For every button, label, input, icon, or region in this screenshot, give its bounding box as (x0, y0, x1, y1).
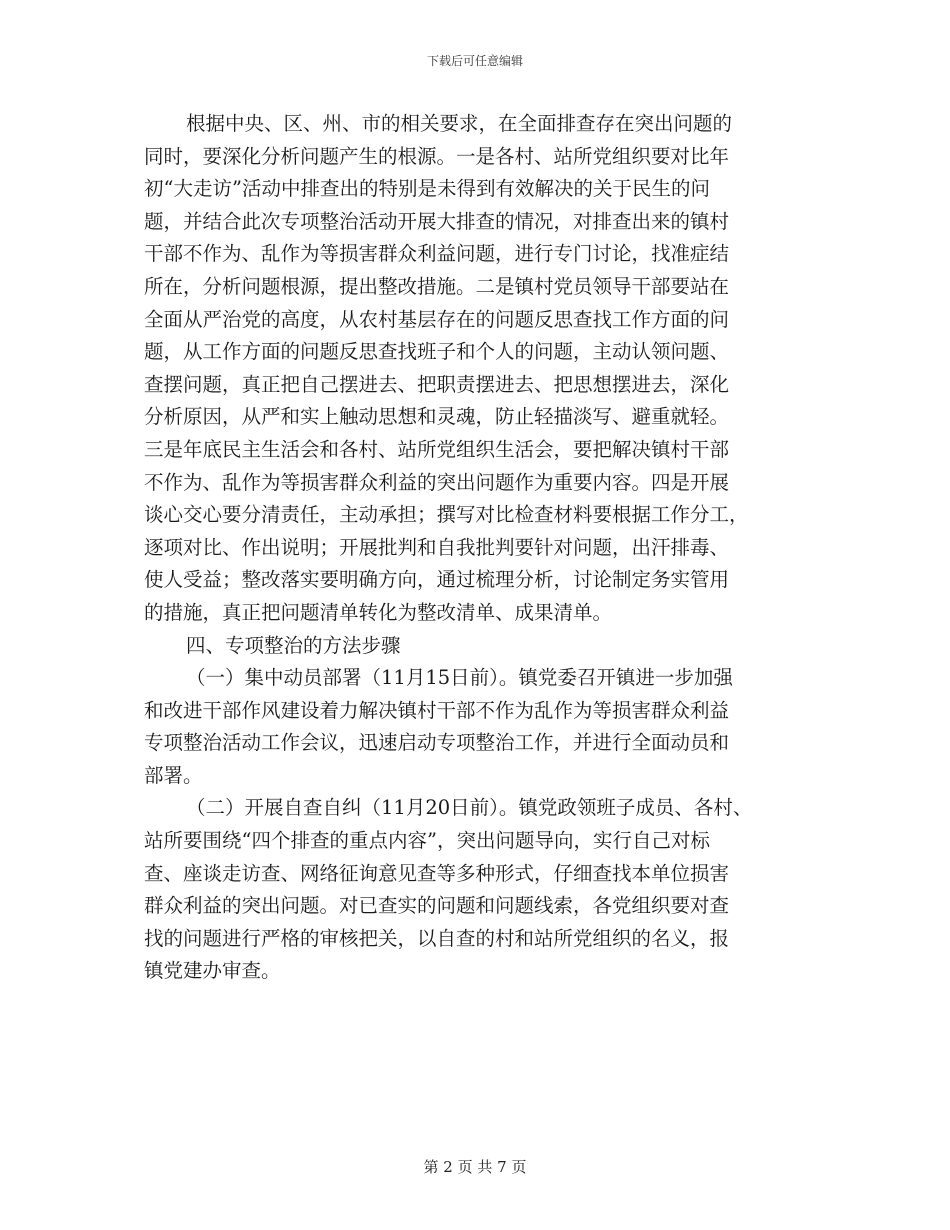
paragraph-line: 镇党建办审查。 (144, 959, 281, 983)
paragraph-line: 干部不作为、乱作为等损害群众利益问题，进行专门讨论，找准症结 (144, 242, 730, 266)
page-number: 第 2 页 共 7 页 (423, 1158, 527, 1176)
paragraph-line: 初“大走访”活动中排查出的特别是未得到有效解决的关于民生的问 (144, 177, 710, 201)
document-body (144, 108, 814, 988)
paragraph-line: 逐项对比、作出说明；开展批判和自我批判要针对问题，出汗排毒、 (144, 535, 730, 559)
paragraph-line: 专项整治活动工作会议，迅速启动专项整治工作，并进行全面动员和 (144, 731, 730, 755)
paragraph-line: 所在，分析问题根源，提出整改措施。二是镇村党员领导干部要站在 (144, 274, 730, 298)
section-heading: 四、专项整治的方法步骤 (186, 633, 401, 657)
paragraph-line: 全面从严治党的高度，从农村基层存在的问题反思查找工作方面的问 (144, 307, 730, 331)
paragraph-line: 部署。 (144, 763, 203, 787)
paragraph-line: 群众利益的突出问题。对已查实的问题和问题线索，各党组织要对查 (144, 894, 730, 918)
paragraph-line: 找的问题进行严格的审核把关，以自查的村和站所党组织的名义，报 (144, 926, 730, 950)
paragraph-line: 根据中央、区、州、市的相关要求，在全面排查存在突出问题的 (186, 112, 733, 135)
paragraph-line: 和改进干部作风建设着力解决镇村干部不作为乱作为等损害群众利益 (144, 698, 730, 722)
paragraph-line: 分析原因，从严和实上触动思想和灵魂，防止轻描淡写、避重就轻。 (144, 405, 730, 429)
paragraph-line: 站所要围绕“四个排查的重点内容”，突出问题导向，实行自己对标 (144, 829, 710, 853)
paragraph-line: 不作为、乱作为等损害群众利益的突出问题作为重要内容。四是开展 (144, 470, 730, 494)
paragraph-line: 的措施，真正把问题清单转化为整改清单、成果清单。 (144, 600, 613, 624)
paragraph-line: 查摆问题，真正把自己摆进去、把职责摆进去、把思想摆进去，深化 (144, 372, 730, 396)
paragraph-line: （二）开展自查自纠（11月20日前）。镇党政领班子成员、各村、 (186, 796, 753, 820)
paragraph-line: 谈心交心要分清责任，主动承担；撰写对比检查材料要根据工作分工， (144, 503, 749, 527)
paragraph-line: 查、座谈走访查、网络征询意见查等多种形式，仔细查找本单位损害 (144, 861, 730, 885)
page-header: 下载后可任意编辑 (426, 54, 523, 68)
paragraph-line: 三是年底民主生活会和各村、站所党组织生活会，要把解决镇村干部 (144, 437, 730, 461)
paragraph-line: 题，从工作方面的问题反思查找班子和个人的问题，主动认领问题、 (144, 340, 730, 364)
paragraph-line: 同时，要深化分析问题产生的根源。一是各村、站所党组织要对比年 (144, 144, 730, 168)
paragraph-line: 题，并结合此次专项整治活动开展大排查的情况，对排查出来的镇村 (144, 209, 730, 233)
paragraph-line: 使人受益；整改落实要明确方向，通过梳理分析，讨论制定务实管用 (144, 568, 730, 592)
paragraph-line: （一）集中动员部署（11月15日前）。镇党委召开镇进一步加强 (186, 666, 733, 690)
